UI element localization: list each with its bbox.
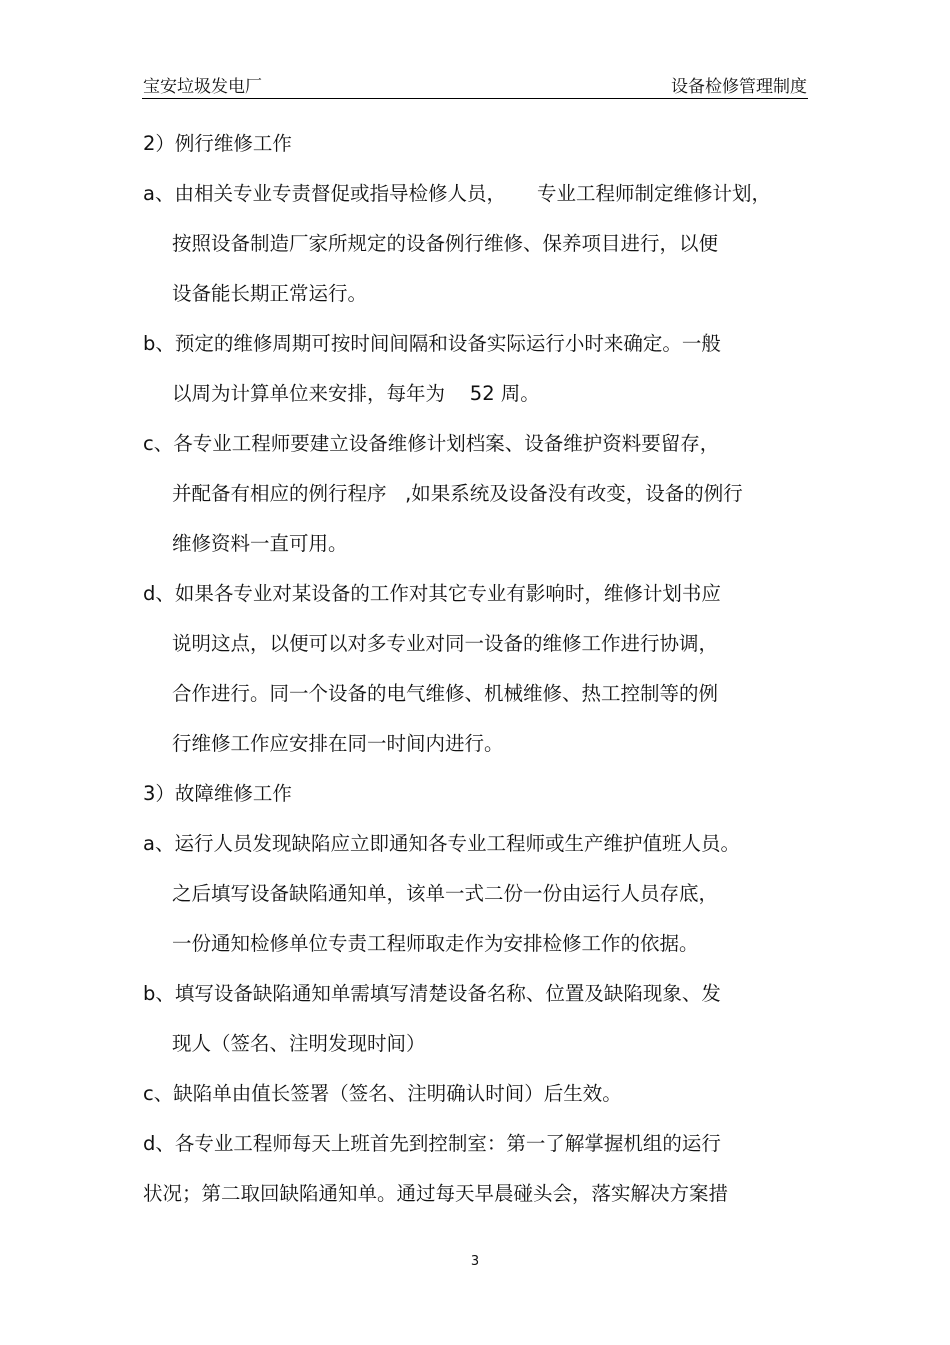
paragraph-line: d、各专业工程师每天上班首先到控制室：第一了解掌握机组的运行 <box>143 1132 721 1155</box>
paragraph-line: 维修资料一直可用。 <box>172 532 348 555</box>
paragraph-line: 合作进行。同一个设备的电气维修、机械维修、热工控制等的例 <box>172 682 719 705</box>
paragraph-line: 以周为计算单位来安排，每年为 52 周。 <box>172 382 540 405</box>
paragraph-line: 一份通知检修单位专责工程师取走作为安排检修工作的依据。 <box>172 932 699 955</box>
paragraph-line: 设备能长期正常运行。 <box>172 282 368 305</box>
paragraph-line: 说明这点，以便可以对多专业对同一设备的维修工作进行协调， <box>172 632 719 655</box>
heading-fault-maintenance: 3）故障维修工作 <box>143 782 292 805</box>
paragraph-line: 行维修工作应安排在同一时间内进行。 <box>172 732 504 755</box>
paragraph-line: a、由相关专业专责督促或指导检修人员， 专业工程师制定维修计划， <box>143 182 771 205</box>
paragraph-line: 并配备有相应的例行程序 ,如果系统及设备没有改变，设备的例行 <box>172 482 743 505</box>
page-header-left: 宝安垃圾发电厂 <box>143 77 262 97</box>
paragraph-line: 按照设备制造厂家所规定的设备例行维修、保养项目进行，以便 <box>172 232 719 255</box>
paragraph-line: 状况；第二取回缺陷通知单。通过每天早晨碰头会，落实解决方案措 <box>143 1182 729 1205</box>
paragraph-line: b、预定的维修周期可按时间间隔和设备实际运行小时来确定。一般 <box>143 332 721 355</box>
page-number: 3 <box>470 1254 480 1269</box>
heading-routine-maintenance: 2）例行维修工作 <box>143 132 292 155</box>
page-header-right: 设备检修管理制度 <box>671 77 807 97</box>
paragraph-line: a、运行人员发现缺陷应立即通知各专业工程师或生产维护值班人员。 <box>143 832 740 855</box>
paragraph-line: 之后填写设备缺陷通知单，该单一式二份一份由运行人员存底， <box>172 882 719 905</box>
paragraph-line: d、如果各专业对某设备的工作对其它专业有影响时，维修计划书应 <box>143 582 721 605</box>
header-divider <box>142 98 808 99</box>
paragraph-line: 现人（签名、注明发现时间） <box>172 1032 426 1055</box>
paragraph-line: b、填写设备缺陷通知单需填写清楚设备名称、位置及缺陷现象、发 <box>143 982 721 1005</box>
paragraph-line: c、缺陷单由值长签署（签名、注明确认时间）后生效。 <box>143 1082 622 1105</box>
paragraph-line: c、各专业工程师要建立设备维修计划档案、设备维护资料要留存， <box>143 432 720 455</box>
